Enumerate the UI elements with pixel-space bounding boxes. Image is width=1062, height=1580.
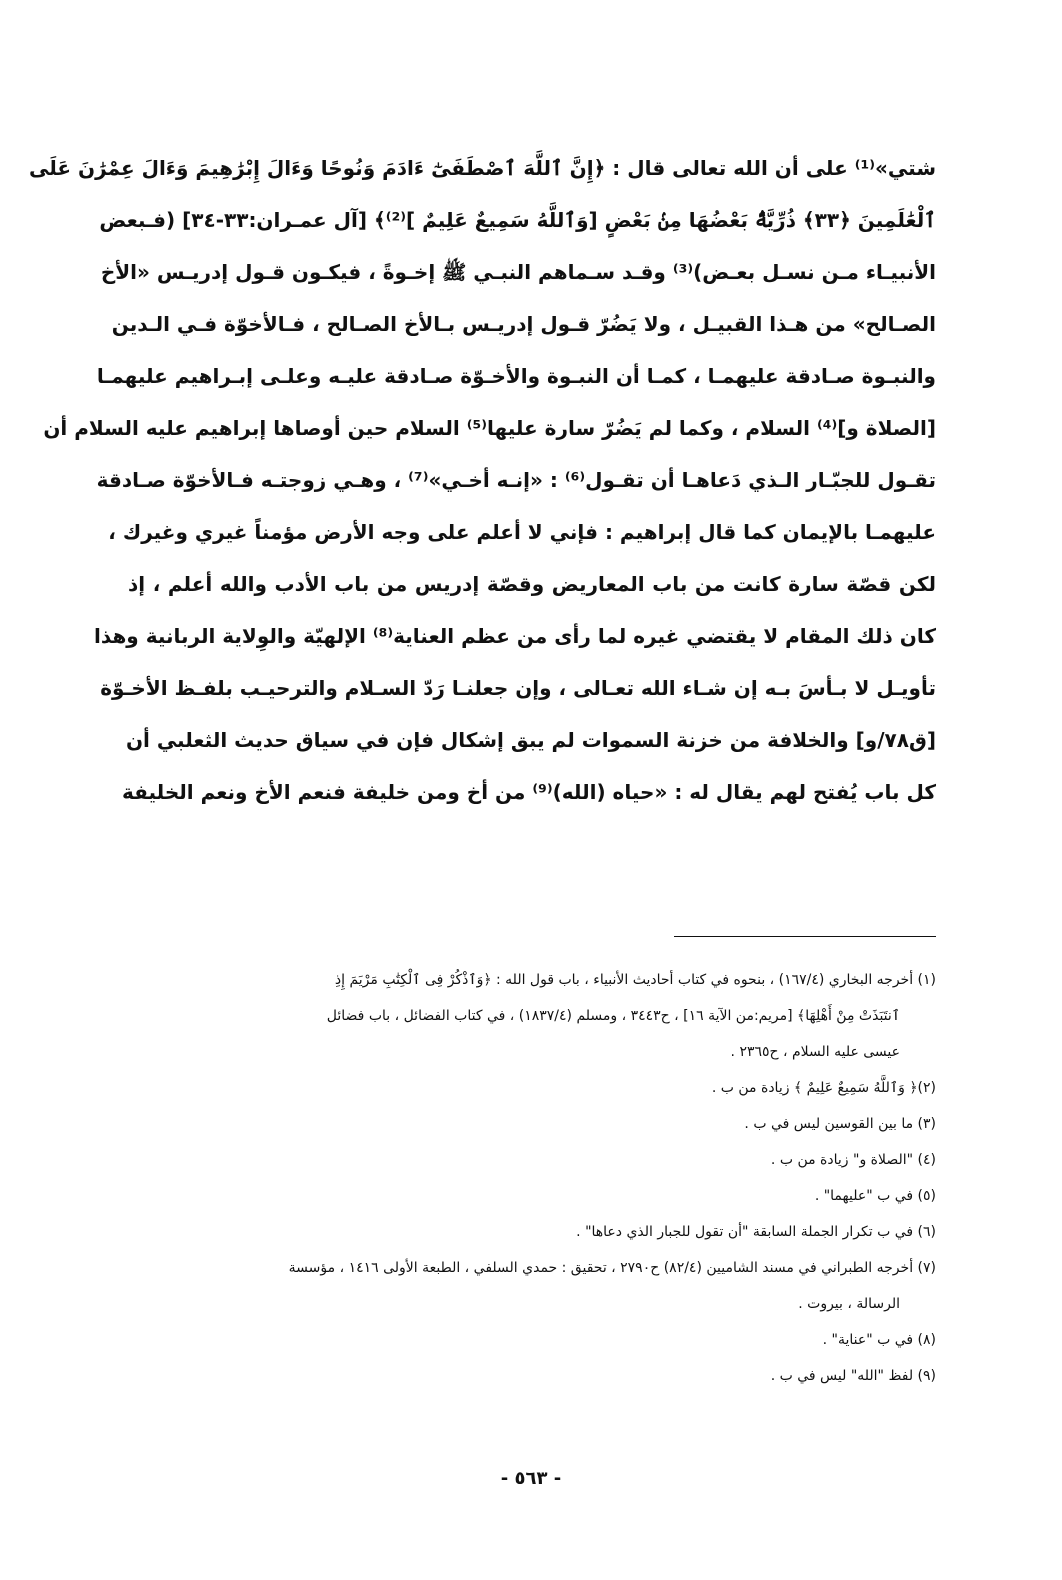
footnote: (٢)﴿ وَٱللَّهُ سَمِيعٌ عَلِيمٌ ﴾ زيادة من ب . — [711, 1080, 936, 1096]
text-line: [الصلاة و]⁽⁴⁾ السلام ، وكما لم يَضُرّ سارة عليها⁽⁵⁾ السلام حين أوصاها إبراهيم عليه السلام أن — [43, 416, 936, 440]
text-line: [ق٧٨/و] والخلافة من خزنة السموات لم يبق إشكال فإن في سياق حديث الثعلبي أن — [125, 728, 936, 752]
main-text-block — [29, 142, 936, 818]
text-line: الأنبيـاء مـن نسـل بعـض)⁽³⁾ وقـد سـماهم النبـي ﷺ إخـوةً ، فيكـون قـول إدريـس «الأخ — [100, 260, 936, 284]
text-line: عليهمـا بالإيمان كما قال إبراهيم : فإني لا أعلم على وجه الأرض مؤمناً غيري وغيرك ، — [108, 520, 936, 544]
text-line: شتي»⁽¹⁾ على أن الله تعالى قال : ﴿إِنَّ ٱللَّهَ ٱصْطَفَىٰٓ ءَادَمَ وَنُوحًا وَءَالَ إِبْرَٰهِيمَ وَءَالَ عِمْرَٰنَ عَلَى — [29, 156, 936, 180]
footnotes-block — [140, 962, 936, 1394]
footnote: (٦) في ب تكرار الجملة السابقة "أن تقول للجبار الذي دعاها" . — [576, 1224, 936, 1240]
text-line: ٱلْعَٰلَمِينَ ﴿٣٣﴾ ذُرِّيَّةًۢ بَعْضُهَا مِنۢ بَعْضٍ [وَٱللَّهُ سَمِيعٌ عَلِيمٌ ]⁽²⁾﴾ [آل عمـران:٣٣-٣٤] (فـبعض — [99, 208, 936, 232]
footnote: (٧) أخرجه الطبراني في مسند الشاميين (٨٢/٤) ح٢٧٩٠ ، تحقيق : حمدي السلفي ، الطبعة الأولى ١٤١٦ ، مؤسسة — [288, 1260, 936, 1276]
text-line: والنبـوة صـادقة عليهمـا ، كمـا أن النبـوة والأخـوّة صـادقة عليـه وعلـى إبـراهيم عليهمـا — [96, 364, 936, 388]
text-line: تقـول للجبّـار الـذي دَعاهـا أن تقـول⁽⁶⁾ : «إنـه أخـي»⁽⁷⁾ ، وهـي زوجتـه فـالأخوّة صـادقة — [96, 468, 936, 492]
text-line: الصـالح» من هـذا القبيـل ، ولا يَضُرّ قـول إدريـس بـالأخ الصـالح ، فـالأخوّة فـي الـدين — [111, 312, 936, 336]
footnote-continuation: ٱنتَبَذَتْ مِنْ أَهْلِهَا﴾ [مريم:من الآية ١٦] ، ح٣٤٤٣ ، ومسلم (١٨٣٧/٤) ، في كتاب الفضائل ، باب فضائل — [326, 1008, 900, 1024]
footnote: (٤) "الصلاة و" زيادة من ب . — [770, 1152, 936, 1168]
text-line: لكن قصّة سارة كانت من باب المعاريض وقصّة إدريس من باب الأدب والله أعلم ، إذ — [128, 572, 936, 596]
page-number: - ٥٦٣ - — [500, 1468, 562, 1489]
footnote-separator — [674, 936, 936, 937]
text-line: كان ذلك المقام لا يقتضي غيره لما رأى من عظم العناية⁽⁸⁾ الإلهيّة والوِلاية الربانية وهذا — [94, 624, 936, 648]
footnote: (٩) لفظ "الله" ليس في ب . — [770, 1368, 936, 1384]
footnote: (٥) في ب "عليهما" . — [814, 1188, 936, 1204]
text-line: كل باب يُفتح لهم يقال له : «حياه (الله)⁽⁹⁾ من أخ ومن خليفة فنعم الأخ ونعم الخليفة — [121, 780, 936, 804]
footnote-continuation: الرسالة ، بيروت . — [798, 1296, 900, 1312]
footnote: (٨) في ب "عناية" . — [822, 1332, 936, 1348]
footnote: (٣) ما بين القوسين ليس في ب . — [744, 1116, 936, 1132]
footnote-continuation: عيسى عليه السلام ، ح٢٣٦٥ . — [730, 1044, 900, 1060]
footnote: (١) أخرجه البخاري (١٦٧/٤) ، بنحوه في كتاب أحاديث الأنبياء ، باب قول الله : ﴿وَٱذْكُرْ فِى ٱلْكِتَٰبِ مَرْيَمَ إِذِ — [334, 972, 936, 988]
text-line: تأويـل لا بـأسَ بـه إن شـاء الله تعـالى ، وإن جعلنـا رَدّ السـلام والترحيـب بلفـظ الأخـوّة — [100, 676, 936, 700]
